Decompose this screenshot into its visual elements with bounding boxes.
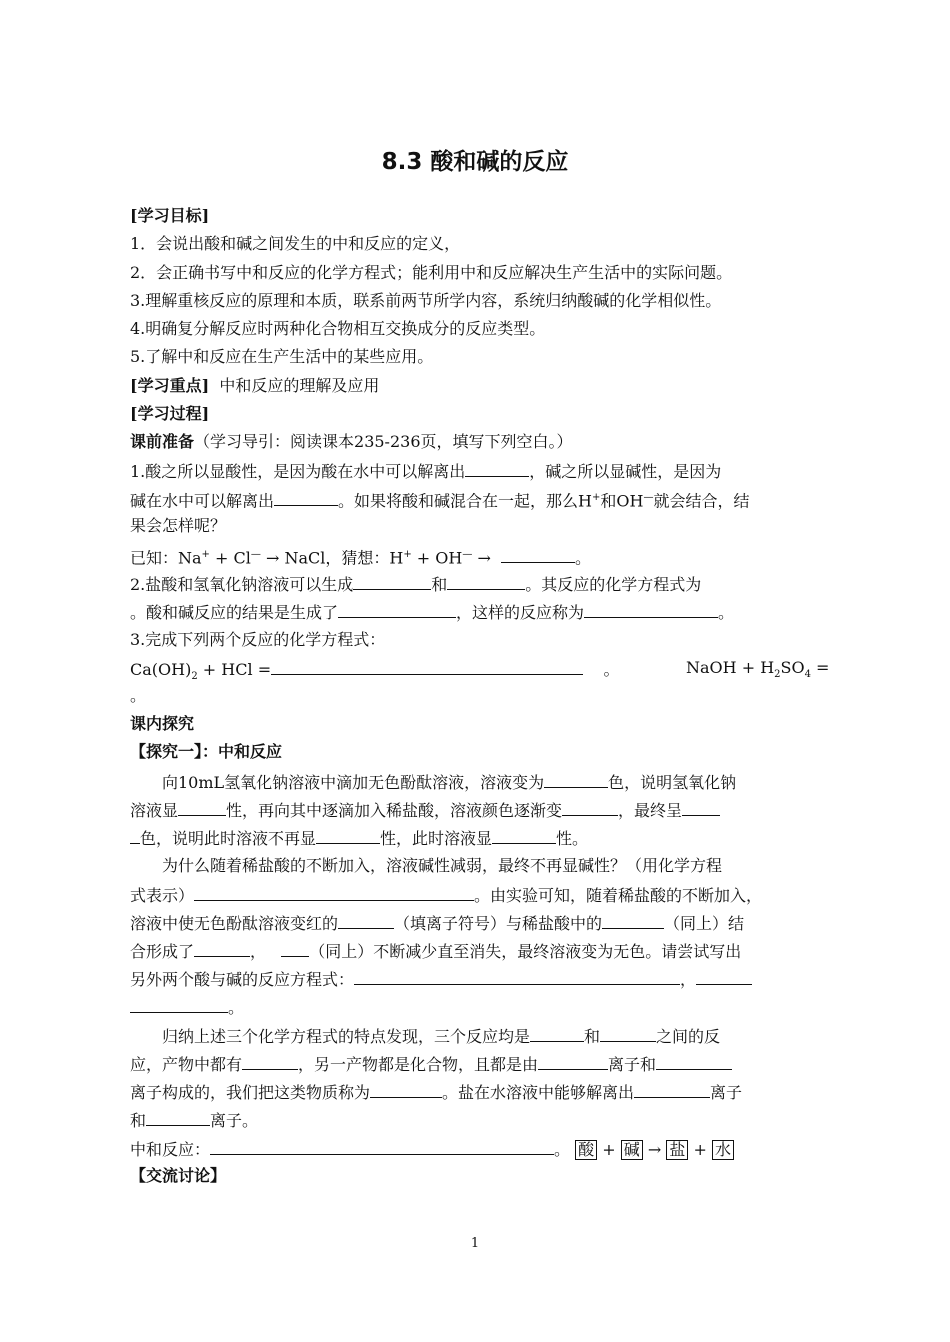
text: 中和反应： [130, 1140, 211, 1159]
goal-item: 2．会正确书写中和反应的化学方程式；能利用中和反应解决生产生活中的实际问题。 [130, 263, 733, 282]
e3-line2 [130, 1053, 732, 1075]
eq2-group: NaOH + $H_2SO_4$ = [686, 658, 830, 681]
text: 。其反应的化学方程式为 [525, 575, 702, 594]
text: 。 [554, 1140, 571, 1159]
e1-line1 [162, 771, 736, 793]
blank[interactable] [354, 968, 680, 985]
blank[interactable] [447, 573, 525, 590]
text: 。 [228, 998, 245, 1017]
text: + Cl [209, 548, 251, 568]
text: 和 [584, 1027, 601, 1046]
neutralization-line [130, 1138, 734, 1160]
text: 色，说明氢氧化钠 [608, 773, 737, 792]
text: 离子 [710, 1083, 743, 1102]
text: 。 [718, 603, 735, 622]
text: 和OH [600, 491, 644, 511]
text: 应，产物中都有 [130, 1055, 243, 1074]
text: 式表示） [130, 886, 195, 905]
text: 。酸和碱反应的结果是生成了 [130, 603, 339, 622]
box-salt: 盐 [666, 1140, 688, 1160]
goals-header: [学习目标] [130, 206, 210, 225]
e2-line1: 为什么随着稀盐酸的不断加入，溶液碱性减弱，最终不再显碱性？（用化学方程 [162, 856, 723, 875]
goal-item: 1．会说出酸和碱之间发生的中和反应的定义， [130, 234, 461, 253]
text: NaOH + H [686, 658, 775, 677]
blank[interactable] [353, 573, 431, 590]
blank[interactable] [465, 460, 529, 477]
text: 性，此时溶液显 [380, 829, 493, 848]
blank[interactable] [146, 1109, 210, 1126]
prep-q2-line2 [130, 601, 734, 623]
blank[interactable] [316, 827, 380, 844]
page-number: 1 [470, 1236, 480, 1251]
blank[interactable] [602, 912, 664, 929]
e3-line3 [130, 1081, 742, 1103]
text: 合形成了 [130, 942, 195, 961]
known-line: 已知：Na+ + Cl— → NaCl，猜想：H+ + OH— → 。 [130, 548, 592, 568]
blank[interactable] [562, 799, 618, 816]
text: 碱在水中可以解离出 [130, 491, 275, 511]
blank[interactable] [634, 1081, 710, 1098]
text: ， [680, 970, 697, 989]
text: 色，说明此时溶液不再显 [140, 829, 317, 848]
prep-q3: 3.完成下列两个反应的化学方程式： [130, 630, 386, 649]
e3-line4 [130, 1109, 258, 1131]
focus-text: 中和反应的理解及应用 [219, 376, 380, 395]
prep-q1-line2: 碱在水中可以解离出 。如果将酸和碱混合在一起，那么H+和OH—就会结合，结 [130, 491, 750, 511]
blank[interactable] [178, 799, 226, 816]
text: ，最终呈 [618, 801, 683, 820]
goal-item: 5.了解中和反应在生产生活中的某些应用。 [130, 347, 434, 366]
blank[interactable] [544, 771, 608, 788]
text: 溶液显 [130, 801, 179, 820]
text: 。由实验可知，随着稀盐酸的不断加入， [474, 886, 763, 905]
prep-q2-line1 [130, 573, 701, 595]
blank[interactable] [584, 601, 718, 618]
text: 离子构成的，我们把这类物质称为 [130, 1083, 371, 1102]
process-header: [学习过程] [130, 404, 210, 423]
class-header: 课内探究 [130, 714, 195, 733]
equation-line: $Ca(OH)_2$ + HCl = 。 NaOH + $H_2SO_4$ = [130, 658, 822, 687]
text: （同上）结 [664, 914, 745, 933]
text: + HCl = [197, 660, 272, 679]
blank[interactable] [530, 1025, 584, 1042]
blank[interactable] [501, 546, 575, 563]
blank[interactable] [281, 940, 309, 957]
e2-line2 [130, 884, 762, 906]
blank[interactable] [194, 940, 250, 957]
text: 。 [603, 660, 620, 679]
page-title: 8.3 酸和碱的反应 [381, 149, 569, 175]
text: → [472, 548, 491, 568]
box-acid: 酸 [575, 1140, 597, 1160]
blank[interactable] [492, 827, 556, 844]
text: 2.盐酸和氢氧化钠溶液可以生成 [130, 575, 354, 594]
plus-sign: + [602, 1140, 616, 1159]
text: 已知：Na [130, 548, 202, 568]
goal-item: 4.明确复分解反应时两种化合物相互交换成分的反应类型。 [130, 319, 546, 338]
prep-header: 课前准备 [130, 432, 195, 451]
e2-line4 [130, 940, 741, 962]
blank[interactable] [656, 1053, 732, 1070]
blank[interactable] [600, 1025, 656, 1042]
text: → NaCl，猜想：H [260, 548, 404, 568]
text: 性。 [556, 829, 589, 848]
blank[interactable] [274, 489, 338, 506]
text: 离子。 [210, 1111, 259, 1130]
text: 就会结合，结 [653, 491, 750, 511]
e2-line6 [130, 996, 244, 1018]
text: （同上）不断减少直至消失，最终溶液变为无色。请尝试写出 [309, 942, 742, 961]
blank[interactable] [242, 1053, 298, 1070]
text: 离子和 [608, 1055, 657, 1074]
text: 和 [130, 1111, 147, 1130]
e2-line5 [130, 968, 752, 990]
text: ， [250, 942, 267, 961]
text: 性，再向其中逐滴加入稀盐酸，溶液颜色逐渐变 [226, 801, 563, 820]
box-water: 水 [712, 1140, 734, 1160]
eq2-end: 。 [130, 686, 147, 705]
text: ，另一产物都是化合物，且都是由 [298, 1055, 539, 1074]
blank[interactable] [194, 884, 474, 901]
box-base: 碱 [621, 1140, 643, 1160]
e1-line3 [130, 827, 588, 849]
blank[interactable] [370, 1081, 442, 1098]
e1-line2 [130, 799, 720, 821]
text: ，这样的反应称为 [456, 603, 585, 622]
text: 另外两个酸与碱的反应方程式： [130, 970, 355, 989]
e2-line3 [130, 912, 744, 934]
blank[interactable] [271, 658, 583, 675]
blank[interactable] [338, 912, 394, 929]
blank[interactable] [682, 799, 720, 816]
text: 和 [431, 575, 448, 594]
text: 溶液中使无色酚酞溶液变红的 [130, 914, 339, 933]
blank[interactable] [696, 968, 752, 985]
text: 1.酸之所以显酸性，是因为酸在水中可以解离出 [130, 462, 466, 481]
prep-q1-line1 [130, 460, 721, 482]
text: + OH [411, 548, 463, 568]
e3-line1 [162, 1025, 720, 1047]
text: Ca(OH) [130, 660, 192, 679]
blank[interactable] [338, 601, 456, 618]
blank[interactable] [130, 996, 228, 1013]
text: 向10mL氢氧化钠溶液中滴加无色酚酞溶液，溶液变为 [162, 773, 545, 792]
text: 。盐在水溶液中能够解离出 [442, 1083, 635, 1102]
text: ，碱之所以显碱性，是因为 [529, 462, 722, 481]
arrow-sign: → [647, 1140, 662, 1159]
text: = [810, 658, 830, 677]
goal-item: 3.理解重核反应的原理和本质，联系前两节所学内容，系统归纳酸碱的化学相似性。 [130, 291, 722, 310]
text: 。 [575, 548, 592, 568]
prep-q1-line3: 果会怎样呢？ [130, 516, 227, 535]
text: （填离子符号）与稀盐酸中的 [394, 914, 603, 933]
discuss-header: 【交流讨论】 [130, 1166, 227, 1185]
blank[interactable] [210, 1138, 554, 1155]
focus-header: [学习重点] [130, 376, 210, 395]
plus-sign: + [693, 1140, 707, 1159]
text: SO [780, 658, 805, 677]
prep-note: （学习导引：阅读课本235-236页，填写下列空白。） [194, 432, 573, 451]
blank[interactable] [130, 827, 140, 844]
blank[interactable] [538, 1053, 608, 1070]
explore1-header: 【探究一】：中和反应 [130, 742, 283, 761]
prep-line [130, 432, 573, 452]
focus-line [130, 376, 379, 396]
text: 归纳上述三个化学方程式的特点发现，三个反应均是 [162, 1027, 531, 1046]
text: 之间的反 [656, 1027, 721, 1046]
text: 。如果将酸和碱混合在一起，那么H [338, 491, 592, 511]
